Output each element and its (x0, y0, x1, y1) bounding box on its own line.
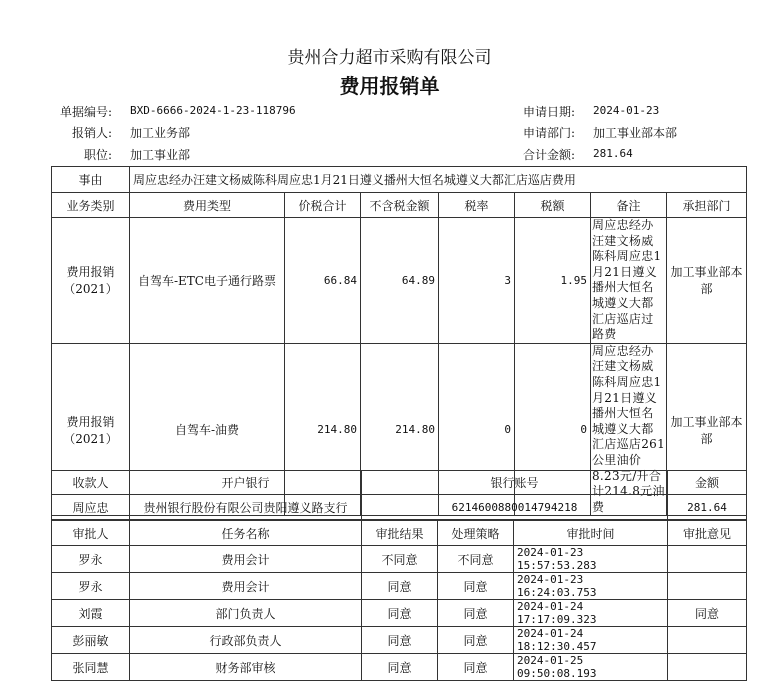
task-name: 费用会计 (130, 546, 362, 573)
date-value: 2024-01-23 (593, 104, 660, 117)
expense-dept: 加工事业部本部 (667, 343, 747, 516)
expense-type: 自驾车-油费 (130, 343, 285, 516)
payee-bank: 贵州银行股份有限公司贵阳遵义路支行 (130, 495, 362, 520)
payee-header-row (52, 471, 747, 495)
col-time: 审批时间 (514, 521, 668, 546)
approver: 彭丽敏 (52, 627, 130, 654)
approval-opinion (668, 627, 747, 654)
expense-net: 214.80 (361, 343, 439, 516)
total-label: 合计金额: (522, 148, 575, 162)
approval-time: 2024-01-24 17:17:09.323 (514, 600, 668, 627)
approval-row (52, 627, 747, 654)
col-bank: 开户银行 (130, 471, 362, 495)
expense-rate: 0 (439, 343, 515, 516)
task-name: 行政部负责人 (130, 627, 362, 654)
expense-tax: 0 (515, 343, 591, 516)
subject-value: 周应忠经办汪建文杨威陈科周应忠1月21日遵义播州大恒名城遵义大都汇店巡店费用 (130, 167, 747, 193)
approval-result: 同意 (362, 573, 438, 600)
expense-dept: 加工事业部本部 (667, 218, 747, 344)
approval-time: 2024-01-23 15:57:53.283 (514, 546, 668, 573)
col-type: 费用类型 (130, 193, 285, 218)
expense-tax: 1.95 (515, 218, 591, 344)
approval-strategy: 不同意 (438, 546, 514, 573)
payee-table (51, 470, 747, 520)
payee-name: 周应忠 (52, 495, 130, 520)
expense-note: 周应忠经办汪建文杨威陈科周应忠1月21日遵义播州大恒名城遵义大都汇店巡店过路费 (591, 218, 667, 344)
col-result: 审批结果 (362, 521, 438, 546)
expense-rate: 3 (439, 218, 515, 344)
expense-row (52, 218, 747, 344)
subject-label: 事由 (52, 167, 130, 193)
approval-opinion (668, 546, 747, 573)
approver: 张同慧 (52, 654, 130, 681)
approval-time: 2024-01-23 16:24:03.753 (514, 573, 668, 600)
approval-time: 2024-01-25 09:50:08.193 (514, 654, 668, 681)
approval-result: 同意 (362, 627, 438, 654)
expense-total: 66.84 (285, 218, 361, 344)
task-name: 财务部审核 (130, 654, 362, 681)
task-name: 费用会计 (130, 573, 362, 600)
company-name: 贵州合力超市采购有限公司 (287, 48, 492, 68)
approval-time: 2024-01-24 18:12:30.457 (514, 627, 668, 654)
col-amount: 金额 (668, 471, 747, 495)
col-opinion: 审批意见 (668, 521, 747, 546)
approver: 刘霞 (52, 600, 130, 627)
approval-strategy: 同意 (438, 573, 514, 600)
approval-strategy: 同意 (438, 627, 514, 654)
position-value: 加工事业部 (130, 148, 191, 162)
expense-table (51, 166, 747, 516)
approval-row (52, 654, 747, 681)
approval-opinion: 同意 (668, 600, 747, 627)
doc-no-value: BXD-6666-2024-1-23-118796 (130, 104, 296, 117)
approver: 罗永 (52, 573, 130, 600)
approval-header-row (52, 521, 747, 546)
col-rate: 税率 (439, 193, 515, 218)
approver: 罗永 (52, 546, 130, 573)
date-label: 申请日期: (522, 105, 575, 119)
expense-category: 费用报销（2021） (52, 218, 130, 344)
approval-row (52, 573, 747, 600)
col-approver: 审批人 (52, 521, 130, 546)
position-label: 职位: (83, 148, 112, 162)
approval-result: 同意 (362, 600, 438, 627)
payee-amount: 281.64 (668, 495, 747, 520)
approval-strategy: 同意 (438, 654, 514, 681)
col-tax: 税额 (515, 193, 591, 218)
col-dept: 承担部门 (667, 193, 747, 218)
expense-total: 214.80 (285, 343, 361, 516)
col-payee: 收款人 (52, 471, 130, 495)
dept-value: 加工事业部本部 (593, 126, 678, 140)
applicant-label: 报销人: (71, 126, 112, 140)
expense-type: 自驾车-ETC电子通行路票 (130, 218, 285, 344)
expense-header-row (52, 193, 747, 218)
approval-strategy: 同意 (438, 600, 514, 627)
subject-row (52, 167, 747, 193)
col-account: 银行账号 (362, 471, 668, 495)
approval-opinion (668, 654, 747, 681)
approval-row (52, 600, 747, 627)
payee-account: 6214600880014794218 (362, 495, 668, 520)
expense-category: 费用报销（2021） (52, 343, 130, 516)
expense-note: 周应忠经办汪建文杨威陈科周应忠1月21日遵义播州大恒名城遵义大都汇店巡店261公里油价8.23元/升合计214.8元油费 (591, 343, 667, 516)
col-strategy: 处理策略 (438, 521, 514, 546)
col-note: 备注 (591, 193, 667, 218)
form-title: 费用报销单 (339, 74, 440, 98)
applicant-value: 加工业务部 (130, 126, 191, 140)
payee-row (52, 495, 747, 520)
approval-result: 同意 (362, 654, 438, 681)
task-name: 部门负责人 (130, 600, 362, 627)
approval-row (52, 546, 747, 573)
approval-opinion (668, 573, 747, 600)
expense-net: 64.89 (361, 218, 439, 344)
col-category: 业务类别 (52, 193, 130, 218)
doc-no-label: 单据编号: (59, 105, 112, 119)
col-net: 不含税金额 (361, 193, 439, 218)
dept-label: 申请部门: (522, 126, 575, 140)
col-total: 价税合计 (285, 193, 361, 218)
col-task: 任务名称 (130, 521, 362, 546)
total-value: 281.64 (593, 147, 633, 160)
approval-result: 不同意 (362, 546, 438, 573)
approval-table (51, 520, 747, 681)
